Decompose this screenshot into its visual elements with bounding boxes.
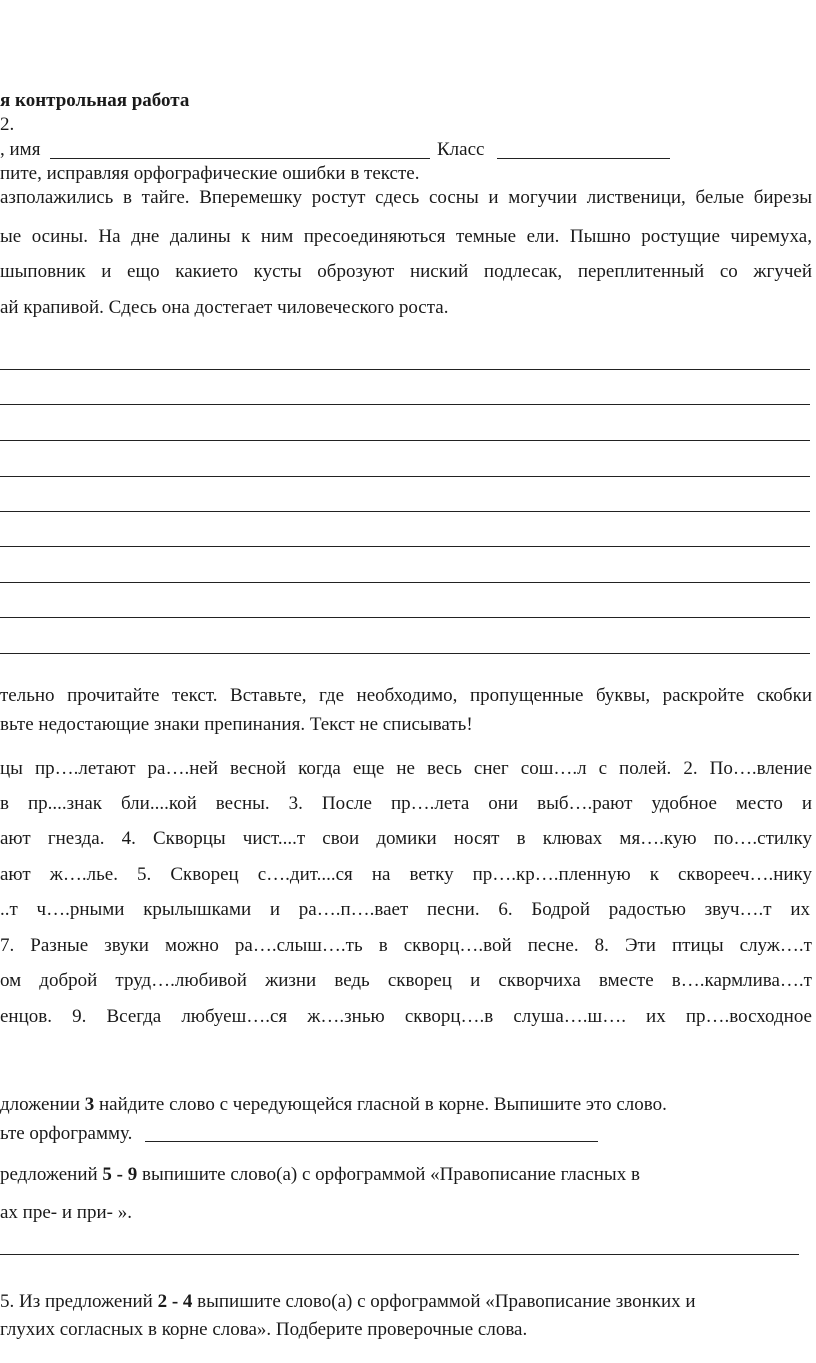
task2-text-line: ом доброй труд….любивой жизни ведь скворец и скворчиха вместе в….кармлива….т (0, 970, 812, 991)
answer-line[interactable] (0, 546, 810, 547)
task1-text-line: ые осины. На дне далины к ним пресоединяються темные ели. Пышно ростущие чиремуха, (0, 226, 812, 247)
answer-line[interactable] (0, 440, 810, 441)
task2-instruction-line: вьте недостающие знаки препинания. Текст не списывать! (0, 714, 473, 735)
name-blank-line[interactable] (50, 158, 430, 159)
work-title: я контрольная работа (0, 90, 190, 111)
task1-text-line: азполажились в тайге. Вперемешку ростут сдесь сосны и могучии лиственици, белые бирезы (0, 187, 812, 208)
answer-line[interactable] (0, 511, 810, 512)
task3-line: дложении 3 найдите слово с чередующейся гласной в корне. Выпишите это слово. (0, 1094, 667, 1115)
task1-instruction: пите, исправляя орфографические ошибки в тексте. (0, 163, 420, 184)
task2-text-line: 7. Разные звуки можно ра….слыш….ть в скворц….вой песне. 8. Эти птицы служ….т (0, 935, 812, 956)
answer-line[interactable] (0, 653, 810, 654)
answer-line[interactable] (0, 404, 810, 405)
class-label: Класс (437, 139, 485, 160)
task1-text-line: ай крапивой. Сдесь она достегает чиловеческого роста. (0, 297, 449, 318)
class-blank-line[interactable] (497, 158, 670, 159)
task2-text-line: енцов. 9. Всегда любуеш….ся ж….знью скворц….в слуша….ш…. их пр….восходное (0, 1006, 812, 1027)
answer-line[interactable] (0, 582, 810, 583)
task1-text-line: шыповник и ещо какието кусты оброзуют ниский подлесак, переплитенный со жгучей (0, 261, 812, 282)
name-label: , имя (0, 139, 41, 160)
task3-line: ьте орфограмму. (0, 1123, 133, 1144)
task2-text-line: ают ж….лье. 5. Скворец с….дит....ся на ветку пр….кр….пленную к скворееч….нику (0, 864, 812, 885)
task5-line: глухих согласных в корне слова». Подберите проверочные слова. (0, 1319, 528, 1340)
answer-line[interactable] (0, 1254, 799, 1255)
task2-instruction-line: тельно прочитайте текст. Вставьте, где необходимо, пропущенные буквы, раскройте скобки (0, 685, 812, 706)
task2-text-line: цы пр….летают ра….ней весной когда еще не весь снег сош….л с полей. 2. По….вление (0, 758, 812, 779)
task2-text-line: в пр....знак бли....кой весны. 3. После пр….лета они выб….рают удобное место и (0, 793, 812, 814)
task5-line: 5. Из предложений 2 - 4 выпишите слово(а) с орфограммой «Правописание звонких и (0, 1291, 696, 1312)
task4-line: редложений 5 - 9 выпишите слово(а) с орфограммой «Правописание гласных в (0, 1164, 640, 1185)
answer-line[interactable] (0, 369, 810, 370)
answer-line[interactable] (0, 476, 810, 477)
answer-line[interactable] (0, 617, 810, 618)
task2-text-line: ..т ч….рными крылышками и ра….п….вает песни. 6. Бодрой радостью звуч….т их (0, 899, 810, 920)
variant-number: 2. (0, 114, 15, 135)
task2-text-line: ают гнезда. 4. Скворцы чист....т свои домики носят в клювах мя….кую по….стилку (0, 828, 812, 849)
answer-line[interactable] (145, 1141, 598, 1142)
task4-line: ах пре- и при- ». (0, 1202, 132, 1223)
